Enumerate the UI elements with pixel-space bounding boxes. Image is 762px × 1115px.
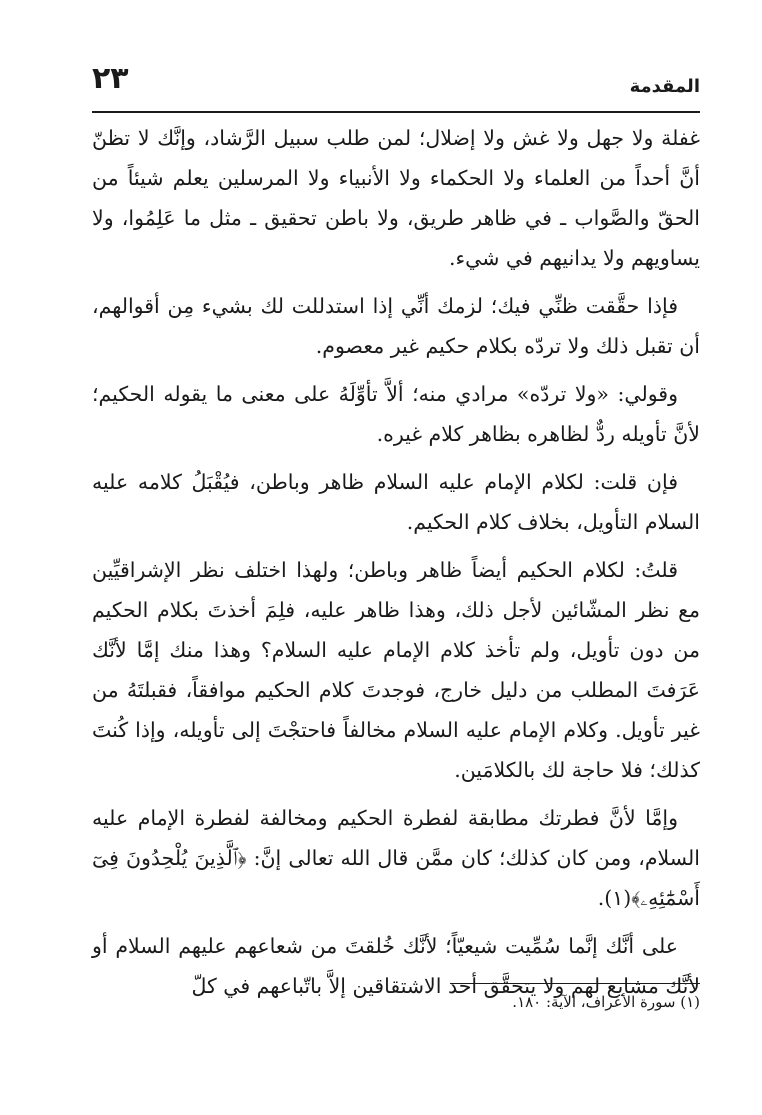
paragraph-3: وقولي: «ولا تردّه» مرادي منه؛ ألاَّ تأوِّلَهُ على معنى ما يقوله الحكيم؛ لأنَّ تأويله ردٌّ لظاهره بظاهر كلام غيره. bbox=[92, 382, 700, 446]
paragraph-2: فإذا حقَّقت ظنِّي فيك؛ لزمك أنِّي إذا استدللت لك بشيء مِن أقوالهم، أن تقبل ذلك ولا تردّه بكلام حكيم غير معصوم. bbox=[92, 294, 700, 358]
paragraph-4: فإن قلت: لكلام الإمام عليه السلام ظاهر وباطن، فيُقْبَلُ كلامه عليه السلام التأويل، بخلاف كلام الحكيم. bbox=[92, 470, 700, 534]
paragraph-6: وإمَّا لأنَّ فطرتك مطابقة لفطرة الحكيم ومخالفة لفطرة الإمام عليه السلام، ومن كان كذلك؛ كان ممَّن قال الله تعالى إنَّ: ﴿ٱلَّذِينَ يُلْحِدُونَ فِىٓ أَسْمَٰٓئِهِۦ﴾(١). bbox=[92, 806, 700, 910]
header-rule bbox=[92, 111, 700, 113]
running-title: المقدمة bbox=[629, 76, 700, 97]
footnote-rule bbox=[450, 983, 700, 984]
page-header bbox=[92, 62, 700, 108]
body-text bbox=[92, 118, 700, 1014]
paragraph-5: قلتُ: لكلام الحكيم أيضاً ظاهر وباطن؛ ولهذا اختلف نظر الإشراقيِّين مع نظر المشّائين لأجل ذلك، وهذا ظاهر عليه، فلِمَ أخذتَ بكلام الحكيم من دون تأويل، ولم تأخذ كلام الإمام عليه السلام؟ وهذا منك إمَّا لأنَّك عَرَفتَ المطلب من دليل خارج، فوجدتَ كلام الحكيم موافقاً، فقبلتَهُ من غير تأويل. وكلام الإمام عليه السلام مخالفاً فاحتجْتَ إلى تأويله، وإذا كُنتَ كذلك؛ فلا حاجة لك بالكلامَين. bbox=[92, 558, 700, 782]
paragraph-7: على أنَّك إنَّما سُمِّيت شيعيّاً؛ لأنَّك خُلقتَ من شعاعهم عليهم السلام أو لأنَّك مشايع لهم ولا يتحقَّق أحد الاشتقاقين إلاَّ باتّباعهم في كلّ bbox=[92, 934, 700, 998]
footnote: (١) سورة الأعراف، الآية: ١٨٠. bbox=[512, 993, 700, 1011]
paragraph-1: غفلة ولا جهل ولا غش ولا إضلال؛ لمن طلب سبيل الرَّشاد، وإنَّك لا تظنّ أنَّ أحداً من العلماء ولا الحكماء ولا الأنبياء ولا المرسلين يعلم شيئاً من الحقّ والصَّواب ـ في ظاهر طريق، ولا باطن تحقيق ـ مثل ما عَلِمُوا، ولا يساويهم ولا يدانيهم في شيء. bbox=[92, 126, 700, 270]
page-number: ٢٣ bbox=[92, 61, 129, 96]
